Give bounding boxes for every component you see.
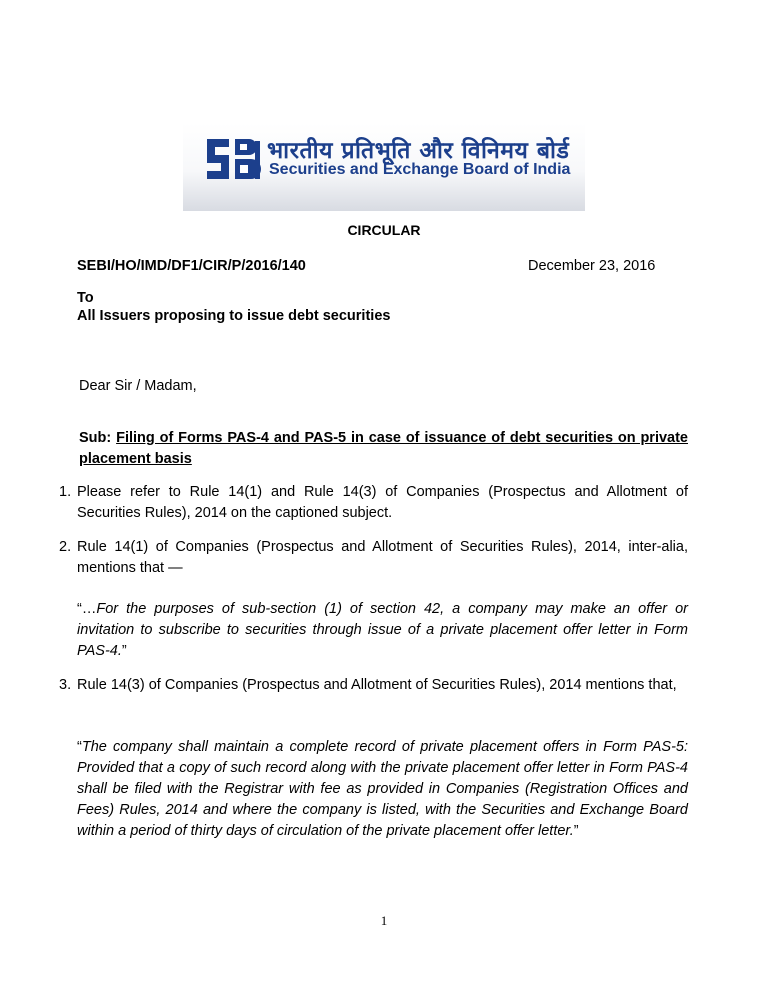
- page-title: CIRCULAR: [347, 222, 421, 238]
- quote-open: “: [77, 739, 82, 755]
- logo-english-text: Securities and Exchange Board of India: [269, 161, 571, 178]
- list-item: Please refer to Rule 14(1) and Rule 14(3) of Companies (Prospectus and Allotment of Securities Rules), 2014 on the captioned subject.: [77, 484, 688, 521]
- list-item: Rule 14(3) of Companies (Prospectus and Allotment of Securities Rules), 2014 mentions that,: [77, 677, 677, 693]
- sebi-emblem-icon: [205, 135, 263, 183]
- quote-close: ”: [121, 643, 127, 659]
- subject-line: [79, 428, 688, 470]
- item-number: 2.: [59, 539, 72, 555]
- quote-text: The company shall maintain a complete record of private placement offers in Form PAS-5: Provided that a copy of such record along with the private placement offer letter in Form PAS-4 shall be filed with the Registrar with fee as provided in Companies (Registration Offices and Fees) Rules, 2014 and where the company is listed, with the Securities and Exchange Board within a period of thirty days of circulation of the private placement offer letter.: [77, 739, 688, 839]
- page-number: 1: [380, 913, 388, 928]
- sebi-logo: [183, 123, 585, 211]
- quote-block: [77, 599, 688, 662]
- quote-block: [77, 737, 688, 842]
- salutation: Dear Sir / Madam,: [79, 378, 197, 394]
- item-number: 3.: [59, 677, 72, 693]
- quote-text: For the purposes of sub-section (1) of section 42, a company may make an offer or invitation to subscribe to securities through issue of a private placement offer letter in Form PAS-4.: [77, 601, 688, 659]
- logo-hindi-text: भारतीय प्रतिभूति और विनिमय बोर्ड: [267, 138, 570, 164]
- list-item: Rule 14(1) of Companies (Prospectus and Allotment of Securities Rules), 2014, inter-alia, mentions that —: [77, 539, 688, 576]
- quote-close: ”: [573, 823, 579, 839]
- circular-date: December 23, 2016: [528, 258, 656, 274]
- subject-text: Filing of Forms PAS-4 and PAS-5 in case of issuance of debt securities on private placement basis: [79, 430, 688, 467]
- addressee-label: To: [77, 290, 94, 306]
- addressee: All Issuers proposing to issue debt securities: [77, 308, 391, 324]
- quote-open: “…: [77, 601, 97, 617]
- reference-number: SEBI/HO/IMD/DF1/CIR/P/2016/140: [77, 258, 306, 274]
- subject-label: Sub:: [79, 430, 112, 446]
- item-number: 1.: [59, 484, 72, 500]
